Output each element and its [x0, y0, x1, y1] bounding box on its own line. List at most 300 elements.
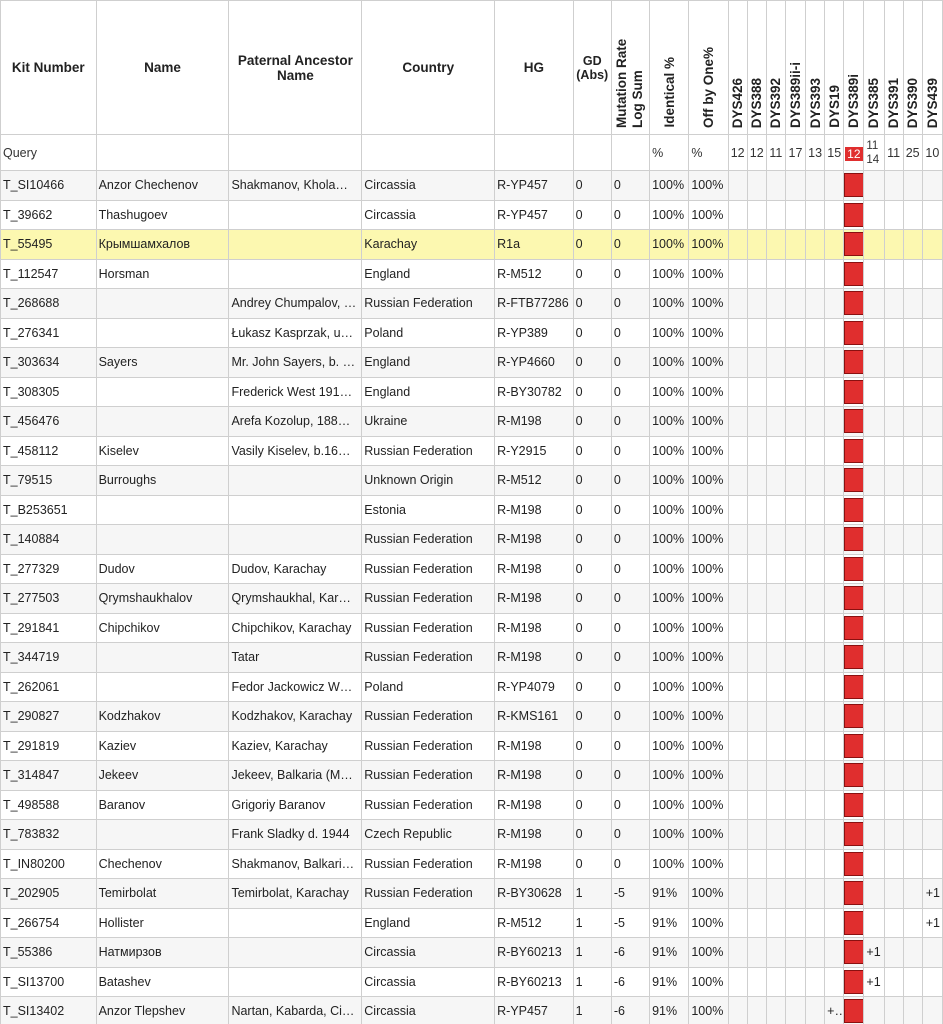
red-flag-icon [844, 262, 864, 286]
cell-off-by-one: 100% [689, 436, 728, 466]
table-row[interactable] [1, 259, 943, 289]
query-name [96, 135, 229, 171]
marker-cell [785, 348, 805, 378]
cell-gd: 0 [573, 407, 611, 437]
marker-cell [747, 436, 766, 466]
marker-cell [806, 525, 825, 555]
cell-country: Russian Federation [362, 702, 495, 732]
marker-cell [747, 495, 766, 525]
marker-cell [922, 495, 942, 525]
cell-gd: 0 [573, 348, 611, 378]
marker-cell [903, 318, 922, 348]
marker-cell [884, 407, 903, 437]
marker-cell [785, 790, 805, 820]
col-dys391[interactable]: DYS391 [884, 1, 903, 135]
red-flag-icon [844, 940, 864, 964]
marker-cell [864, 702, 884, 732]
marker-cell [728, 525, 747, 555]
marker-cell [766, 938, 785, 968]
marker-dys389i-flag [844, 643, 864, 673]
cell-kit-number: T_498588 [1, 790, 97, 820]
col-gd[interactable]: GD (Abs) [573, 1, 611, 135]
marker-cell [922, 525, 942, 555]
marker-cell [747, 702, 766, 732]
col-country[interactable]: Country [362, 1, 495, 135]
cell-kit-number: T_303634 [1, 348, 97, 378]
cell-mutation-rate: 0 [611, 613, 649, 643]
marker-cell [806, 761, 825, 791]
cell-kit-number: T_B253651 [1, 495, 97, 525]
cell-kit-number: T_262061 [1, 672, 97, 702]
marker-cell [864, 495, 884, 525]
table-row[interactable] [1, 997, 943, 1024]
marker-diff: +1 [864, 938, 884, 968]
marker-cell [806, 790, 825, 820]
marker-cell [922, 761, 942, 791]
cell-kit-number: T_79515 [1, 466, 97, 496]
marker-cell [903, 643, 922, 673]
query-marker-value: 17 [785, 135, 805, 171]
cell-off-by-one: 100% [689, 495, 728, 525]
table-row[interactable] [1, 230, 943, 260]
marker-dys389i-flag [844, 230, 864, 260]
marker-cell [806, 495, 825, 525]
red-flag-icon [844, 173, 864, 197]
cell-identical: 100% [650, 643, 689, 673]
table-row[interactable] [1, 289, 943, 319]
cell-country: Russian Federation [362, 436, 495, 466]
red-flag-icon [844, 232, 864, 256]
col-paternal-ancestor[interactable]: Paternal Ancestor Name [229, 1, 362, 135]
marker-cell [884, 348, 903, 378]
cell-off-by-one: 100% [689, 938, 728, 968]
cell-mutation-rate: 0 [611, 672, 649, 702]
col-dys390[interactable]: DYS390 [903, 1, 922, 135]
cell-name [96, 318, 229, 348]
marker-cell [785, 938, 805, 968]
cell-paternal-ancestor: Łukasz Kasprzak, u… [229, 318, 362, 348]
marker-cell [747, 761, 766, 791]
table-row[interactable] [1, 938, 943, 968]
cell-kit-number: T_140884 [1, 525, 97, 555]
marker-cell [884, 849, 903, 879]
marker-cell [806, 407, 825, 437]
red-flag-icon [844, 557, 864, 581]
query-label: Query [1, 135, 97, 171]
col-hg[interactable]: HG [495, 1, 574, 135]
cell-paternal-ancestor [229, 495, 362, 525]
table-row[interactable] [1, 820, 943, 850]
cell-identical: 100% [650, 554, 689, 584]
cell-kit-number: T_456476 [1, 407, 97, 437]
cell-identical: 100% [650, 436, 689, 466]
marker-cell [806, 938, 825, 968]
cell-name: Jekeev [96, 761, 229, 791]
marker-cell [825, 230, 844, 260]
marker-cell [825, 318, 844, 348]
cell-paternal-ancestor: Dudov, Karachay [229, 554, 362, 584]
marker-cell [922, 997, 942, 1024]
cell-gd: 0 [573, 377, 611, 407]
col-dys389i[interactable]: DYS389i [844, 1, 864, 135]
marker-cell [766, 702, 785, 732]
col-dys392[interactable]: DYS392 [766, 1, 785, 135]
cell-off-by-one: 100% [689, 820, 728, 850]
marker-cell [806, 289, 825, 319]
cell-country: Russian Federation [362, 613, 495, 643]
col-off-by-one[interactable]: Off by One% [689, 1, 728, 135]
cell-identical: 100% [650, 761, 689, 791]
query-marker-value: 12 [728, 135, 747, 171]
col-name[interactable]: Name [96, 1, 229, 135]
marker-cell [903, 466, 922, 496]
cell-country: Russian Federation [362, 584, 495, 614]
cell-country: Karachay [362, 230, 495, 260]
cell-gd: 0 [573, 731, 611, 761]
cell-paternal-ancestor [229, 525, 362, 555]
cell-off-by-one: 100% [689, 879, 728, 909]
table-row[interactable] [1, 407, 943, 437]
marker-cell [728, 171, 747, 201]
marker-cell [747, 849, 766, 879]
marker-cell [903, 171, 922, 201]
cell-country: Russian Federation [362, 790, 495, 820]
marker-cell [864, 731, 884, 761]
col-dys388[interactable]: DYS388 [747, 1, 766, 135]
table-row[interactable] [1, 377, 943, 407]
marker-cell [884, 554, 903, 584]
marker-cell [884, 466, 903, 496]
marker-cell [747, 790, 766, 820]
marker-cell [884, 200, 903, 230]
query-country [362, 135, 495, 171]
cell-mutation-rate: 0 [611, 348, 649, 378]
cell-hg: R-Y2915 [495, 436, 574, 466]
table-row[interactable] [1, 495, 943, 525]
marker-cell [785, 584, 805, 614]
marker-dys389i-flag [844, 377, 864, 407]
marker-cell [806, 849, 825, 879]
marker-cell [884, 879, 903, 909]
cell-kit-number: T_202905 [1, 879, 97, 909]
query-marker-dys389i [844, 135, 864, 171]
marker-cell [922, 820, 942, 850]
col-dys426[interactable]: DYS426 [728, 1, 747, 135]
marker-cell [747, 997, 766, 1024]
cell-identical: 100% [650, 318, 689, 348]
marker-cell [922, 348, 942, 378]
marker-cell [825, 525, 844, 555]
red-flag-icon [844, 616, 864, 640]
marker-cell [806, 613, 825, 643]
cell-country: Unknown Origin [362, 466, 495, 496]
cell-gd: 1 [573, 997, 611, 1024]
marker-cell [903, 584, 922, 614]
marker-cell [903, 495, 922, 525]
marker-cell [864, 259, 884, 289]
table-row[interactable] [1, 702, 943, 732]
marker-cell [864, 171, 884, 201]
cell-mutation-rate: -6 [611, 967, 649, 997]
cell-identical: 100% [650, 230, 689, 260]
cell-paternal-ancestor: Frank Sladky d. 1944 [229, 820, 362, 850]
cell-name [96, 407, 229, 437]
red-flag-icon [844, 527, 864, 551]
marker-cell [747, 584, 766, 614]
table-row[interactable] [1, 908, 943, 938]
marker-cell [825, 377, 844, 407]
cell-paternal-ancestor: Qrymshaukhal, Kar… [229, 584, 362, 614]
cell-identical: 100% [650, 820, 689, 850]
cell-identical: 100% [650, 702, 689, 732]
marker-cell [728, 997, 747, 1024]
marker-cell [728, 672, 747, 702]
marker-cell [785, 525, 805, 555]
red-flag-icon [844, 763, 864, 787]
cell-off-by-one: 100% [689, 790, 728, 820]
marker-cell [864, 525, 884, 555]
red-flag-icon [844, 704, 864, 728]
marker-cell [785, 200, 805, 230]
red-flag-icon [844, 586, 864, 610]
cell-identical: 100% [650, 495, 689, 525]
table-row[interactable] [1, 613, 943, 643]
cell-mutation-rate: 0 [611, 643, 649, 673]
marker-cell [747, 908, 766, 938]
col-kit-number[interactable]: Kit Number [1, 1, 97, 135]
marker-diff: +1 [864, 967, 884, 997]
marker-cell [922, 259, 942, 289]
marker-cell [728, 761, 747, 791]
marker-dys389i-flag [844, 407, 864, 437]
cell-mutation-rate: 0 [611, 289, 649, 319]
table-row[interactable] [1, 171, 943, 201]
col-mutation-rate[interactable]: Mutation Rate Log Sum [611, 1, 649, 135]
marker-cell [825, 407, 844, 437]
cell-off-by-one: 100% [689, 318, 728, 348]
marker-cell [903, 702, 922, 732]
col-dys439[interactable]: DYS439 [922, 1, 942, 135]
marker-dys389i-flag [844, 584, 864, 614]
table-row[interactable] [1, 761, 943, 791]
cell-hg: R-M512 [495, 908, 574, 938]
cell-paternal-ancestor: Chipchikov, Karachay [229, 613, 362, 643]
cell-identical: 100% [650, 171, 689, 201]
marker-cell [864, 908, 884, 938]
marker-cell [728, 554, 747, 584]
red-flag-icon [844, 852, 864, 876]
marker-cell [728, 377, 747, 407]
query-marker-value: 11 [884, 135, 903, 171]
marker-cell [903, 525, 922, 555]
marker-cell [766, 879, 785, 909]
marker-cell [903, 672, 922, 702]
marker-cell [728, 407, 747, 437]
cell-paternal-ancestor: Nartan, Kabarda, Ci… [229, 997, 362, 1024]
cell-hg: R-BY60213 [495, 938, 574, 968]
marker-cell [785, 554, 805, 584]
marker-cell [728, 790, 747, 820]
col-dys385[interactable]: DYS385 [864, 1, 884, 135]
cell-kit-number: T_IN80200 [1, 849, 97, 879]
marker-diff: +1 [922, 879, 942, 909]
marker-cell [806, 820, 825, 850]
cell-identical: 91% [650, 967, 689, 997]
cell-identical: 100% [650, 407, 689, 437]
cell-off-by-one: 100% [689, 259, 728, 289]
marker-cell [747, 820, 766, 850]
red-flag-icon [844, 911, 864, 935]
query-marker-value: 10 [922, 135, 942, 171]
col-identical[interactable]: Identical % [650, 1, 689, 135]
cell-off-by-one: 100% [689, 525, 728, 555]
col-dys389ii-i[interactable]: DYS389ii-i [785, 1, 805, 135]
table-row[interactable] [1, 879, 943, 909]
table-row[interactable] [1, 466, 943, 496]
marker-cell [766, 259, 785, 289]
marker-cell [728, 466, 747, 496]
table-row[interactable] [1, 672, 943, 702]
col-dys393[interactable]: DYS393 [806, 1, 825, 135]
query-paternal [229, 135, 362, 171]
marker-cell [747, 613, 766, 643]
query-marker-value: 11 [766, 135, 785, 171]
marker-dys389i-flag [844, 879, 864, 909]
marker-cell [766, 908, 785, 938]
cell-off-by-one: 100% [689, 849, 728, 879]
col-dys19[interactable]: DYS19 [825, 1, 844, 135]
marker-cell [785, 466, 805, 496]
marker-cell [903, 879, 922, 909]
cell-identical: 100% [650, 525, 689, 555]
cell-off-by-one: 100% [689, 731, 728, 761]
marker-diff: +1 [825, 997, 844, 1024]
marker-cell [884, 289, 903, 319]
cell-kit-number: T_277329 [1, 554, 97, 584]
table-row[interactable] [1, 525, 943, 555]
marker-cell [806, 731, 825, 761]
marker-cell [806, 348, 825, 378]
cell-off-by-one: 100% [689, 377, 728, 407]
marker-cell [864, 436, 884, 466]
marker-cell [825, 702, 844, 732]
marker-cell [864, 348, 884, 378]
cell-gd: 0 [573, 849, 611, 879]
table-row[interactable] [1, 731, 943, 761]
cell-mutation-rate: 0 [611, 790, 649, 820]
cell-mutation-rate: 0 [611, 820, 649, 850]
cell-name: Dudov [96, 554, 229, 584]
cell-off-by-one: 100% [689, 908, 728, 938]
cell-off-by-one: 100% [689, 289, 728, 319]
cell-gd: 0 [573, 820, 611, 850]
cell-paternal-ancestor [229, 908, 362, 938]
marker-cell [747, 348, 766, 378]
marker-cell [785, 672, 805, 702]
query-marker-value: 11 14 [866, 139, 880, 166]
marker-cell [884, 908, 903, 938]
cell-kit-number: T_291841 [1, 613, 97, 643]
cell-kit-number: T_458112 [1, 436, 97, 466]
table-row[interactable] [1, 554, 943, 584]
cell-name: Kaziev [96, 731, 229, 761]
table-row[interactable] [1, 348, 943, 378]
cell-name: Anzor Chechenov [96, 171, 229, 201]
marker-cell [785, 879, 805, 909]
cell-off-by-one: 100% [689, 997, 728, 1024]
cell-country: England [362, 377, 495, 407]
marker-cell [785, 761, 805, 791]
marker-cell [884, 525, 903, 555]
table-row[interactable] [1, 318, 943, 348]
cell-paternal-ancestor: Tatar [229, 643, 362, 673]
marker-cell [766, 584, 785, 614]
marker-cell [785, 643, 805, 673]
marker-cell [903, 997, 922, 1024]
cell-name: Baranov [96, 790, 229, 820]
cell-mutation-rate: 0 [611, 702, 649, 732]
table-row[interactable] [1, 643, 943, 673]
marker-cell [806, 436, 825, 466]
table-row[interactable] [1, 967, 943, 997]
cell-kit-number: T_290827 [1, 702, 97, 732]
cell-hg: R-M512 [495, 466, 574, 496]
marker-cell [766, 377, 785, 407]
marker-cell [922, 613, 942, 643]
marker-cell [825, 495, 844, 525]
cell-name: Kodzhakov [96, 702, 229, 732]
marker-cell [884, 820, 903, 850]
cell-paternal-ancestor: Vasily Kiselev, b.16… [229, 436, 362, 466]
cell-off-by-one: 100% [689, 200, 728, 230]
marker-cell [884, 761, 903, 791]
marker-cell [922, 584, 942, 614]
table-row[interactable] [1, 436, 943, 466]
cell-name: Batashev [96, 967, 229, 997]
marker-cell [785, 849, 805, 879]
red-flag-icon [844, 675, 864, 699]
cell-mutation-rate: 0 [611, 495, 649, 525]
marker-cell [766, 672, 785, 702]
marker-cell [922, 967, 942, 997]
cell-gd: 0 [573, 230, 611, 260]
table-row[interactable] [1, 790, 943, 820]
marker-cell [785, 230, 805, 260]
red-flag-icon [844, 439, 864, 463]
red-flag-icon [844, 409, 864, 433]
table-row[interactable] [1, 584, 943, 614]
marker-cell [864, 643, 884, 673]
marker-cell [903, 200, 922, 230]
marker-cell [785, 967, 805, 997]
cell-gd: 0 [573, 436, 611, 466]
marker-cell [825, 879, 844, 909]
cell-identical: 91% [650, 879, 689, 909]
marker-cell [766, 466, 785, 496]
marker-cell [747, 289, 766, 319]
red-flag-icon [844, 498, 864, 522]
cell-mutation-rate: 0 [611, 377, 649, 407]
marker-cell [922, 672, 942, 702]
cell-paternal-ancestor: Frederick West 191… [229, 377, 362, 407]
cell-mutation-rate: -5 [611, 879, 649, 909]
table-row[interactable] [1, 849, 943, 879]
cell-gd: 0 [573, 200, 611, 230]
cell-paternal-ancestor: Shakmanov, Balkari… [229, 849, 362, 879]
marker-dys389i-flag [844, 436, 864, 466]
marker-cell [806, 554, 825, 584]
table-row[interactable] [1, 200, 943, 230]
